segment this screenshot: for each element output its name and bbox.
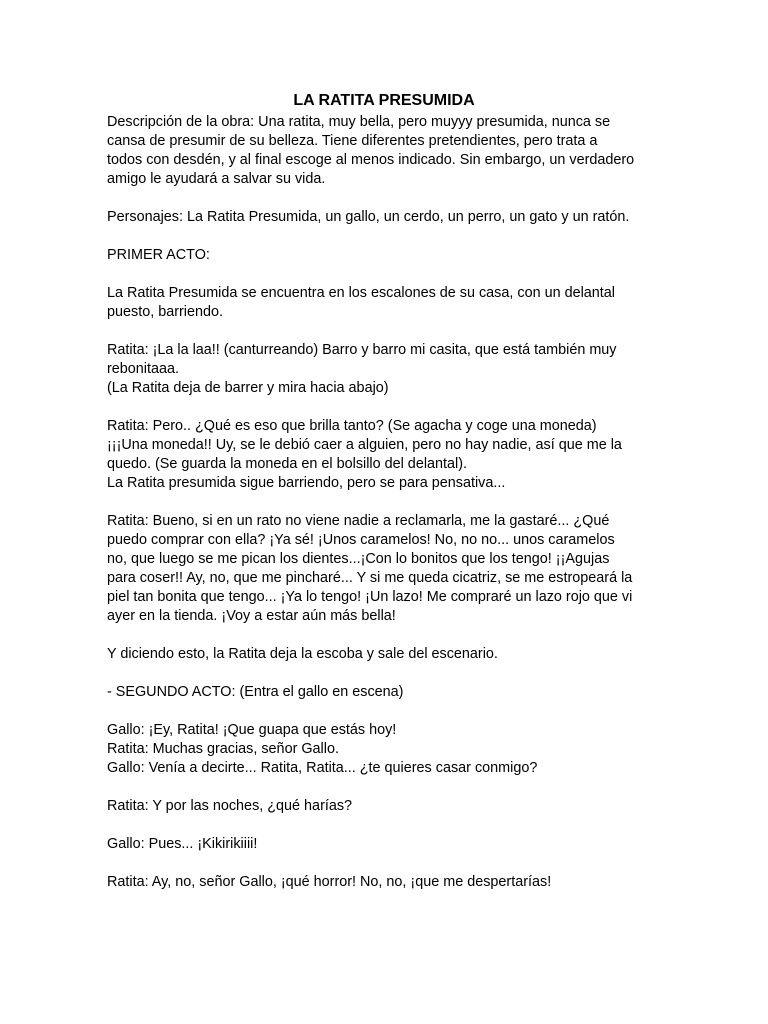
- paragraph: [107, 417, 667, 493]
- text-line: piel tan bonita que tengo... ¡Ya lo tengo! ¡Un lazo! Me compraré un lazo rojo que vi: [107, 589, 633, 605]
- paragraph: [107, 113, 667, 189]
- text-line: no, que luego se me pican los dientes...¡Con lo bonitos que los tengo! ¡¡Agujas: [107, 551, 610, 567]
- text-line: puesto, barriendo.: [107, 304, 224, 320]
- text-line: Ratita: Ay, no, señor Gallo, ¡qué horror! No, no, ¡que me despertarías!: [107, 874, 552, 890]
- text-line: quedo. (Se guarda la moneda en el bolsillo del delantal).: [107, 456, 468, 472]
- paragraph: [107, 873, 667, 892]
- text-line: Personajes: La Ratita Presumida, un gallo, un cerdo, un perro, un gato y un ratón.: [107, 209, 630, 225]
- text-line: rebonitaaa.: [107, 361, 180, 377]
- text-line: todos con desdén, y al final escoge al menos indicado. Sin embargo, un verdadero: [107, 152, 635, 168]
- paragraph: [107, 246, 667, 265]
- text-line: La Ratita Presumida se encuentra en los escalones de su casa, con un delantal: [107, 285, 615, 301]
- text-line: Ratita: Muchas gracias, señor Gallo.: [107, 741, 339, 757]
- paragraph: [107, 721, 667, 778]
- text-line: Gallo: Venía a decirte... Ratita, Ratita... ¿te quieres casar conmigo?: [107, 760, 538, 776]
- paragraph: [107, 835, 667, 854]
- paragraph: [107, 341, 667, 398]
- paragraph: [107, 284, 667, 322]
- paragraph: [107, 683, 667, 702]
- text-line: Ratita: ¡La la laa!! (canturreando) Barro y barro mi casita, que está también muy: [107, 342, 617, 358]
- text-line: puedo comprar con ella? ¡Ya sé! ¡Unos caramelos! No, no no... unos caramelos: [107, 532, 615, 548]
- text-line: ¡¡¡Una moneda!! Uy, se le debió caer a alguien, pero no hay nadie, así que me la: [107, 437, 622, 453]
- text-line: La Ratita presumida sigue barriendo, pero se para pensativa...: [107, 475, 506, 491]
- text-line: Ratita: Pero.. ¿Qué es eso que brilla tanto? (Se agacha y coge una moneda): [107, 418, 597, 434]
- text-line: Ratita: Bueno, si en un rato no viene nadie a reclamarla, me la gastaré... ¿Qué: [107, 513, 610, 529]
- text-line: PRIMER ACTO:: [107, 247, 210, 263]
- text-line: - SEGUNDO ACTO: (Entra el gallo en escena): [107, 684, 404, 700]
- text-line: amigo le ayudará a salvar su vida.: [107, 171, 326, 187]
- document-title: LA RATITA PRESUMIDA: [293, 92, 475, 109]
- document-body: [107, 113, 667, 911]
- text-line: ayer en la tienda. ¡Voy a estar aún más bella!: [107, 608, 396, 624]
- paragraph: [107, 512, 667, 626]
- paragraph: [107, 208, 667, 227]
- paragraph: [107, 797, 667, 816]
- text-line: Y diciendo esto, la Ratita deja la escoba y sale del escenario.: [107, 646, 498, 662]
- text-line: Ratita: Y por las noches, ¿qué harías?: [107, 798, 353, 814]
- text-line: Gallo: Pues... ¡Kikirikiiii!: [107, 836, 258, 852]
- paragraph: [107, 645, 667, 664]
- text-line: para coser!! Ay, no, que me pincharé... Y si me queda cicatriz, se me estropeará la: [107, 570, 633, 586]
- text-line: cansa de presumir de su belleza. Tiene diferentes pretendientes, pero trata a: [107, 133, 598, 149]
- text-line: (La Ratita deja de barrer y mira hacia abajo): [107, 380, 389, 396]
- text-line: Descripción de la obra: Una ratita, muy bella, pero muyyy presumida, nunca se: [107, 114, 611, 130]
- text-line: Gallo: ¡Ey, Ratita! ¡Que guapa que estás hoy!: [107, 722, 397, 738]
